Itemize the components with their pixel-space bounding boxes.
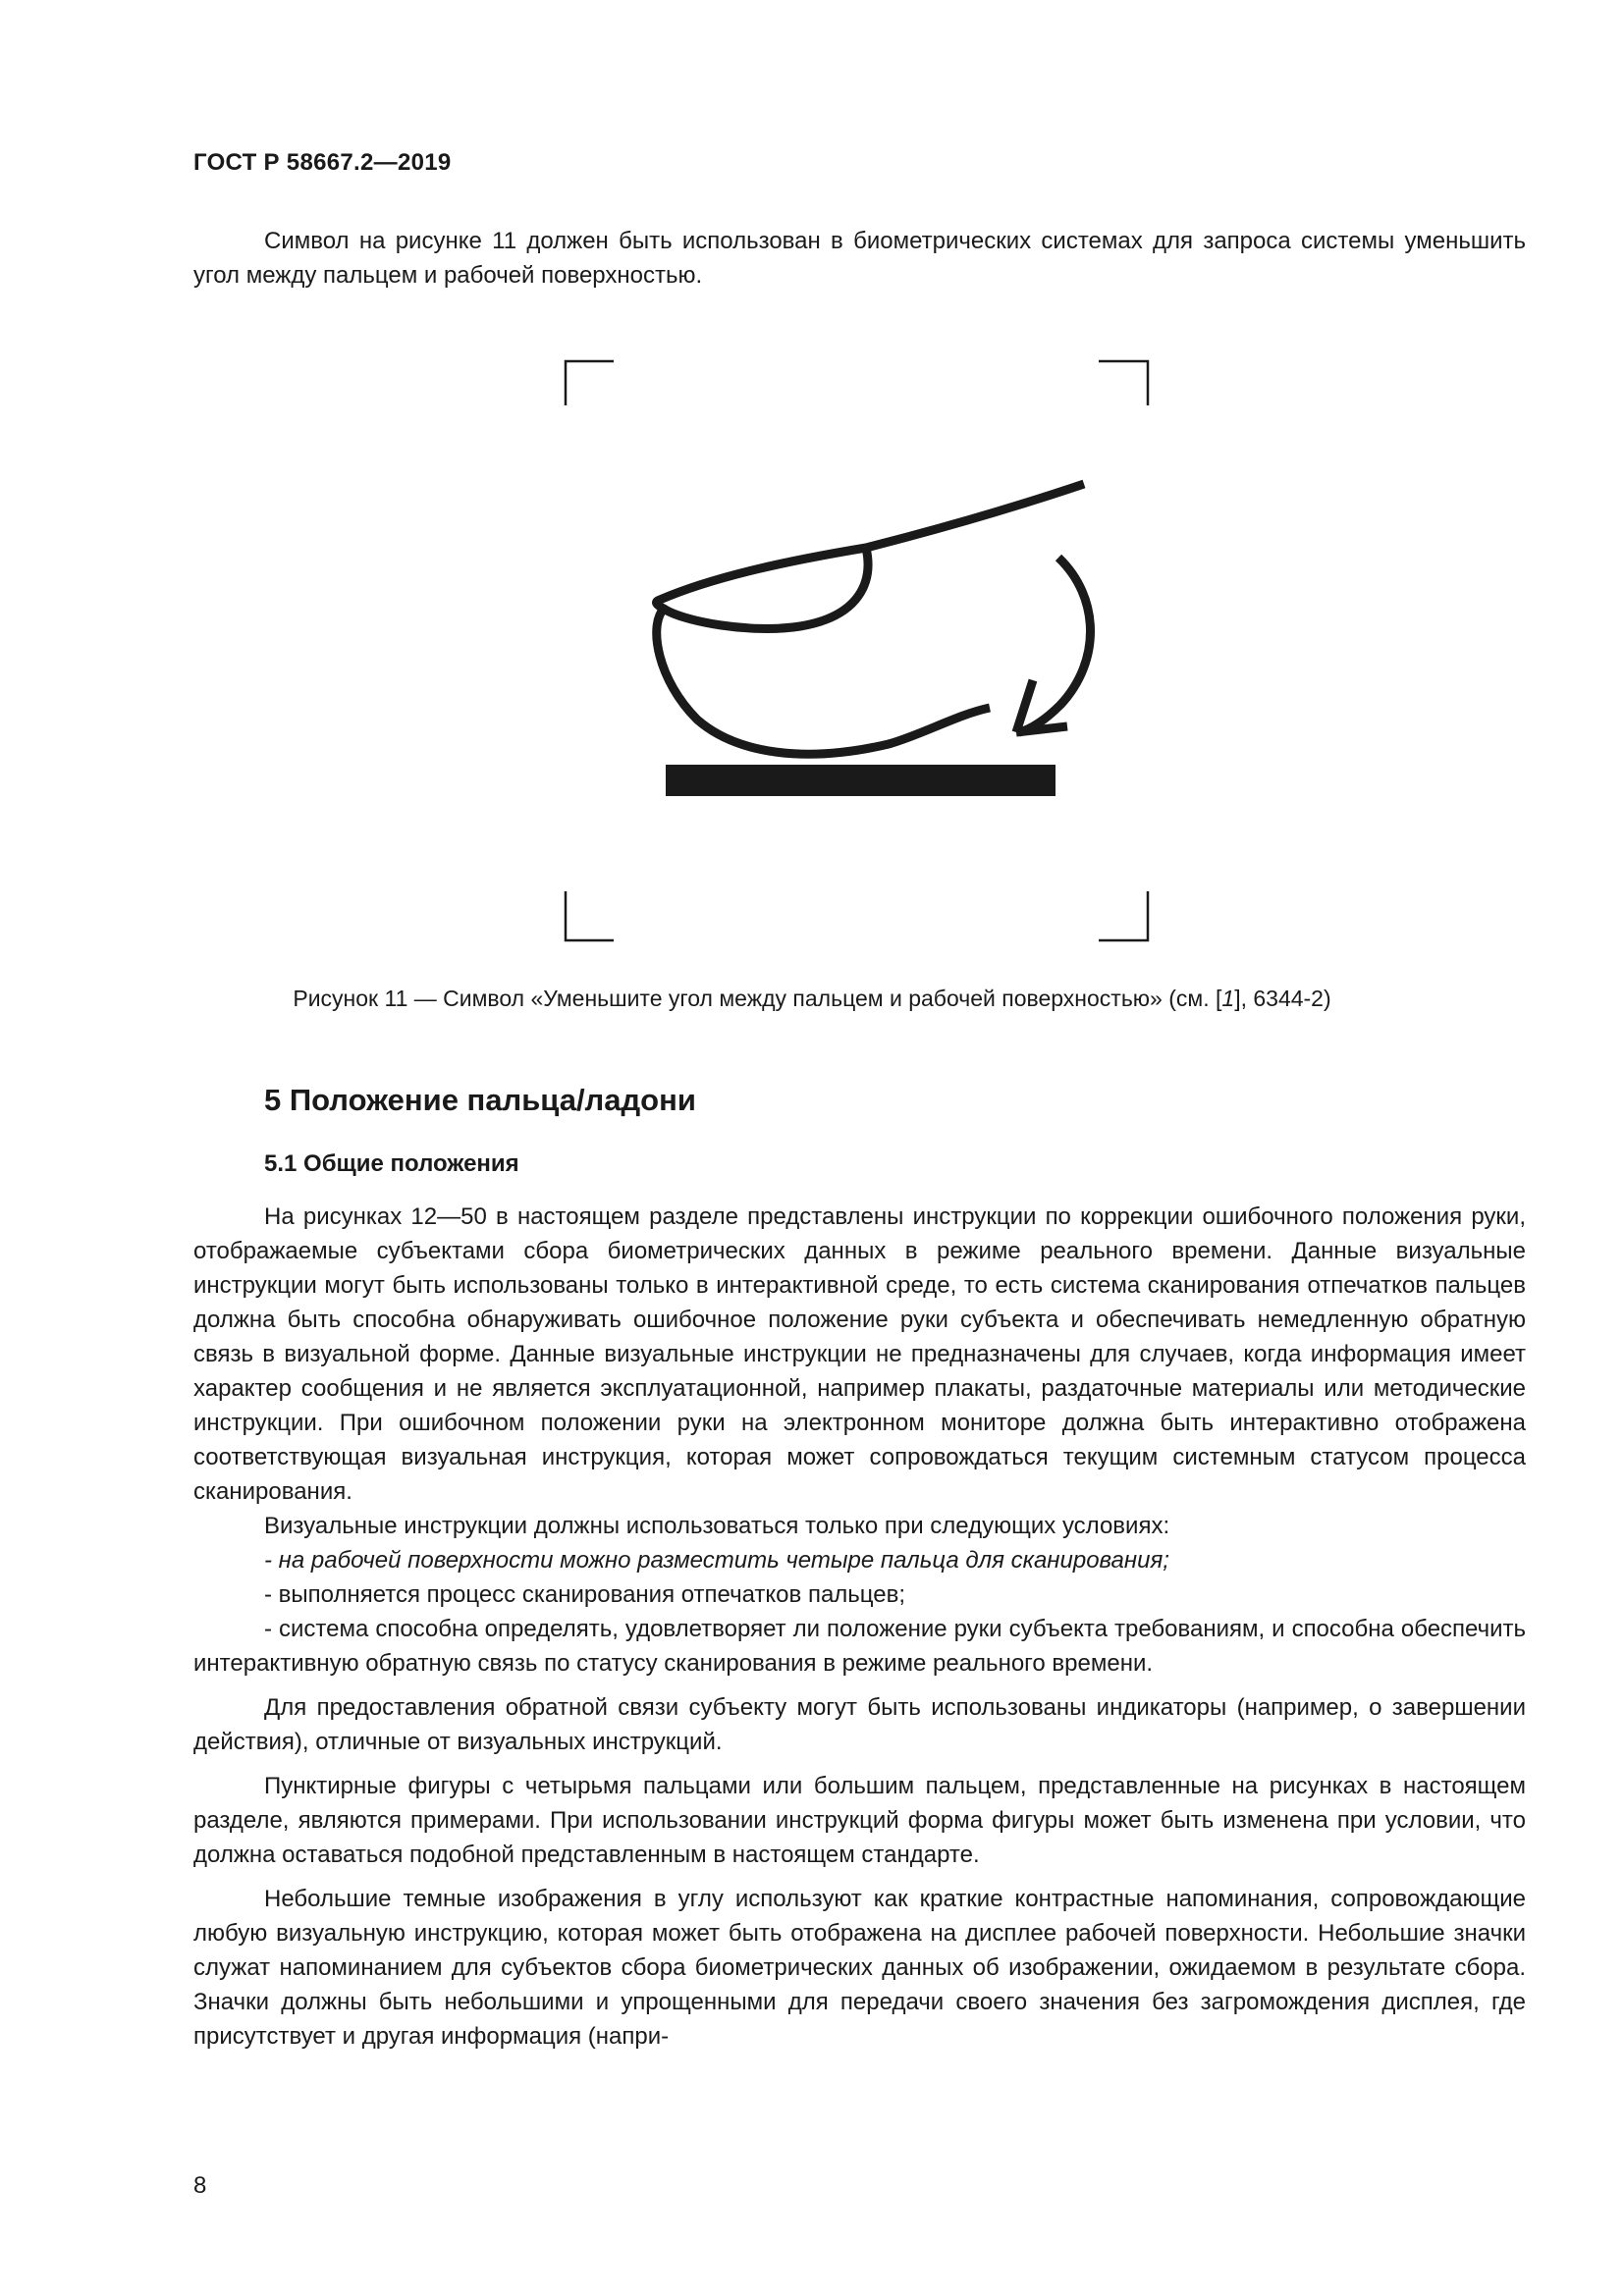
curved-arrow-icon [1016, 558, 1091, 732]
frame-corner-marks [566, 361, 1148, 940]
subsection-heading: 5.1 Общие положения [264, 1150, 519, 1177]
figure-caption-text-before: Рисунок 11 — Символ «Уменьшите угол между пальцем и рабочей поверхностью» (см. [ [293, 986, 1222, 1011]
list-item: - система способна определять, удовлетворяет ли положение руки субъекта требованиям, и способна обеспечить интерактивную обратную связь по статусу сканирования в режиме реального времени. [193, 1616, 1526, 1677]
document-header: ГОСТ Р 58667.2—2019 [193, 149, 452, 176]
body-paragraph: Для предоставления обратной связи субъекту могут быть использованы индикаторы (например, о завершении действия), отличные от визуальных инструкций. [193, 1694, 1526, 1755]
body-paragraph: На рисунках 12—50 в настоящем разделе представлены инструкции по коррекции ошибочного положения руки, отображаемые субъектами сбора биометрических данных в режиме реального времени. Данные визуальные инструкции могут быть использованы только в интерактивной среде, то есть система сканирования отпечатков пальцев должна быть способна обнаруживать ошибочное положение руки субъекта и обеспечивать немедленную обратную связь в визуальной форме. Данные визуальные инструкции не предназначены для случаев, когда информация имеет характер сообщения и не является эксплуатационной, например плакаты, раздаточные материалы или методические инструкции. При ошибочном положении руки на электронном мониторе должна быть интерактивно отображена соответствующая визуальная инструкция, которая может сопровождаться текущим системным статусом процесса сканирования. [193, 1203, 1526, 1505]
frame-corner-top-right [1099, 361, 1148, 405]
body-paragraph: Небольшие темные изображения в углу используют как краткие контрастные напоминания, сопровождающие любую визуальную инструкцию, которая может быть отображена на дисплее рабочей поверхности. Небольшие значки служат напоминанием для субъектов сбора биометрических данных об изображении, ожидаемом в результате сбора. Значки должны быть небольшими и упрощенными для передачи своего значения без загромождения дисплея, где присутствует и другая информация (напри- [193, 1886, 1526, 2050]
list-item: - на рабочей поверхности можно разместить четыре пальца для сканирования; [264, 1547, 1169, 1574]
body-paragraph: Пунктирные фигуры с четырьмя пальцами или большим пальцем, представленные на рисунках в настоящем разделе, являются примерами. При использовании инструкций форма фигуры может быть изменена при условии, что должна оставаться подобной представленным в настоящем стандарте. [193, 1773, 1526, 1868]
frame-corner-bottom-right [1099, 891, 1148, 940]
list-item: - выполняется процесс сканирования отпечатков пальцев; [264, 1581, 906, 1608]
section-heading: 5 Положение пальца/ладони [264, 1083, 696, 1117]
finger-reduce-angle-icon [550, 351, 1159, 960]
page-number: 8 [193, 2172, 207, 2199]
frame-corner-top-left [566, 361, 614, 405]
frame-corner-bottom-left [566, 891, 614, 940]
figure-caption-reference: 1 [1221, 986, 1235, 1011]
figure-caption-text-after: ], 6344-2) [1234, 986, 1331, 1011]
section-body [193, 1200, 1526, 2054]
figure-caption [0, 986, 1624, 1012]
body-paragraph: Визуальные инструкции должны использоваться только при следующих условиях: [264, 1513, 1170, 1539]
working-surface-bar [666, 765, 1056, 796]
intro-paragraph: Символ на рисунке 11 должен быть использован в биометрических системах для запроса системы уменьшить угол между пальцем и рабочей поверхностью. [193, 228, 1526, 289]
